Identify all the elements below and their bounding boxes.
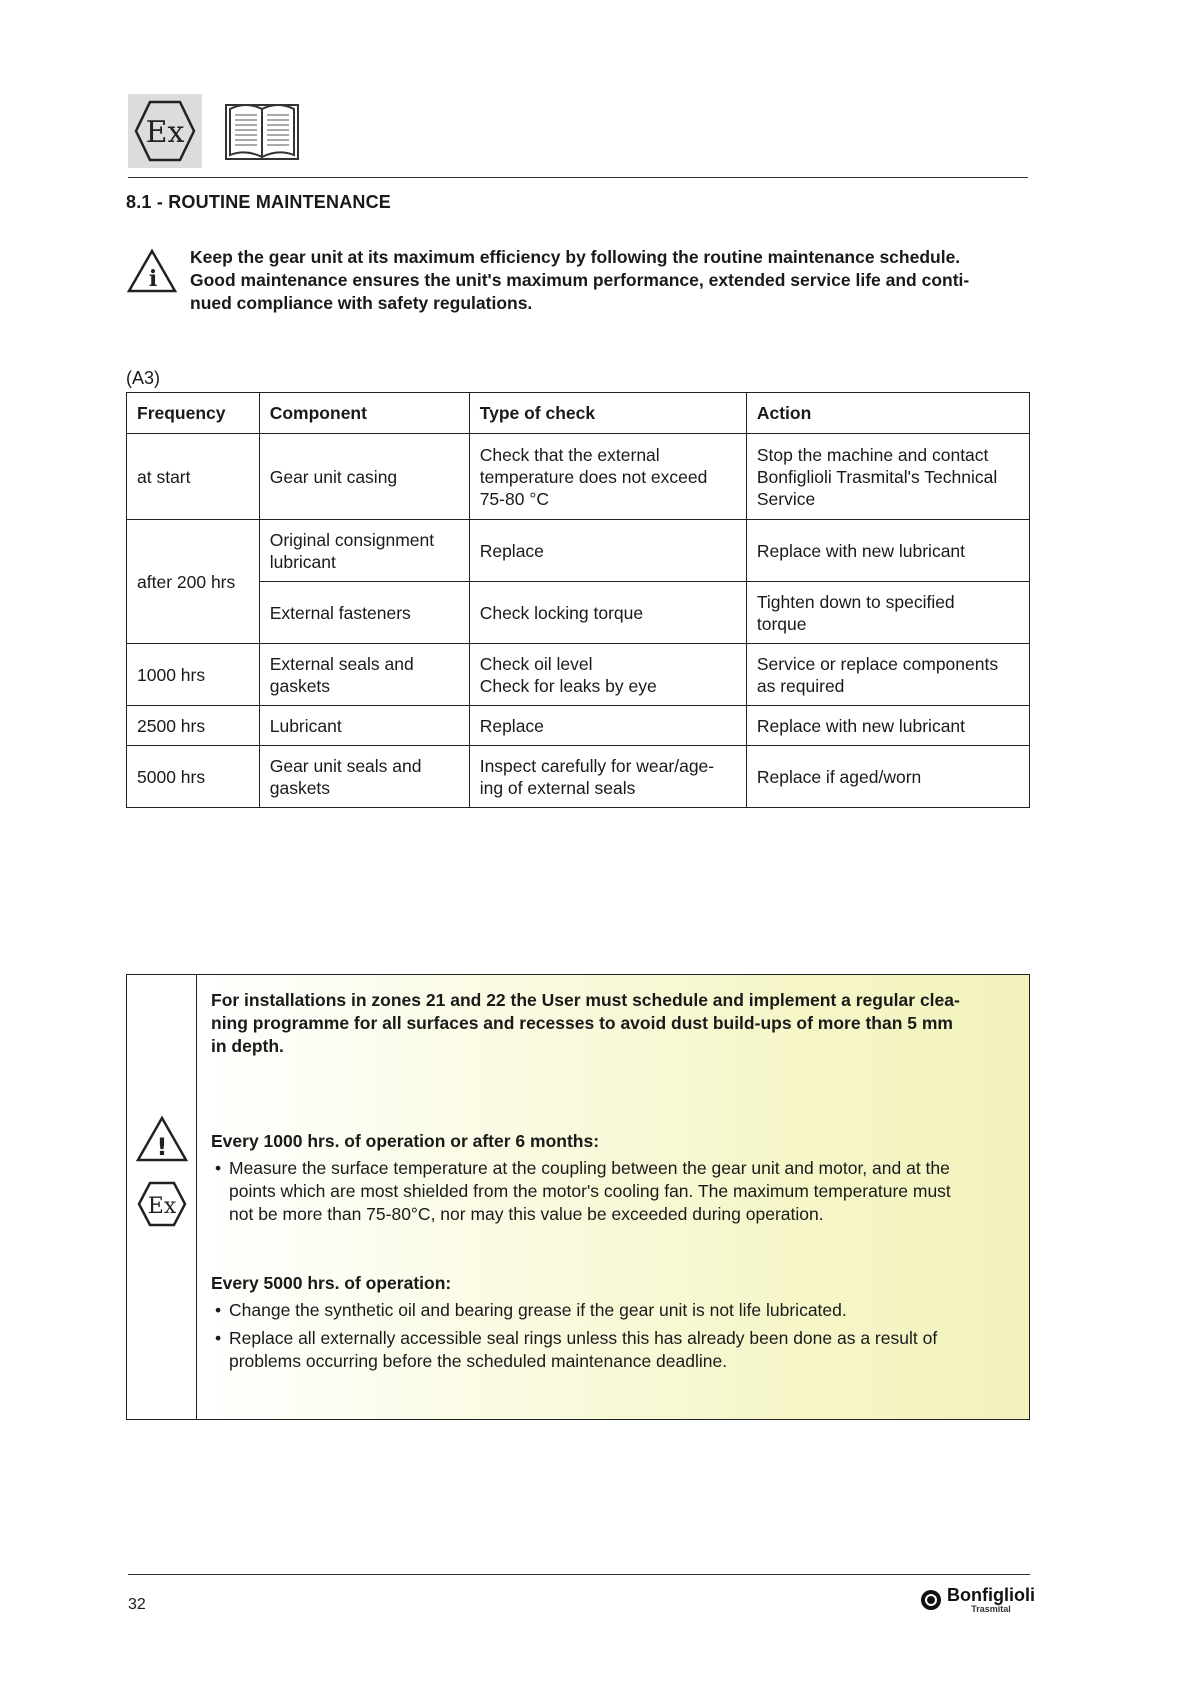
cell-frequency: 5000 hrs (127, 746, 260, 808)
cell-action: Replace with new lubricant (746, 520, 1029, 582)
header-component: Component (259, 393, 469, 434)
table-row (127, 520, 1030, 582)
notice-text (211, 989, 1021, 1378)
cell-component (259, 520, 469, 582)
cell-line: Service or replace components (756, 653, 999, 674)
brand-name: Bonfiglioli (947, 1585, 1035, 1605)
bullet-line: points which are most shielded from the motor's cooling fan. The maximum temperature must (229, 1181, 951, 1201)
maintenance-table (126, 392, 1030, 808)
header-rule (128, 177, 1028, 178)
cell-line: Tighten down to specified (756, 591, 955, 612)
notice-para-line: For installations in zones 21 and 22 the User must schedule and implement a regular clea- (211, 990, 960, 1010)
cell-line: Check oil level (479, 653, 593, 674)
cell-line: Original consignment (269, 529, 435, 550)
table-row (127, 706, 1030, 746)
ex-atex-icon (128, 94, 202, 168)
bullet-line: • Measure the surface temperature at the coupling between the gear unit and motor, and at the (229, 1158, 950, 1178)
cell-line: ing of external seals (479, 777, 636, 798)
cell-line: lubricant (269, 551, 336, 572)
cell-line: Service (756, 488, 816, 509)
svg-text:!: ! (156, 1133, 168, 1161)
svg-text:Ex: Ex (147, 1194, 177, 1219)
cell-frequency: at start (127, 434, 260, 520)
cell-line: torque (756, 613, 807, 634)
bullet-line: not be more than 75-80°C, nor may this value be exceeded during operation. (229, 1204, 824, 1224)
table-row (127, 644, 1030, 706)
notice-heading-1000: Every 1000 hrs. of operation or after 6 months: (211, 1131, 600, 1151)
cell-component: External fasteners (259, 582, 469, 644)
cell-line: Inspect carefully for wear/age- (479, 755, 715, 776)
cell-component: Gear unit casing (259, 434, 469, 520)
bullet-line: • Replace all externally accessible seal rings unless this has already been done as a result of (229, 1328, 938, 1348)
cell-frequency: 1000 hrs (127, 644, 260, 706)
cell-check: Check locking torque (469, 582, 746, 644)
header-icons (128, 94, 302, 168)
notice-heading-5000: Every 5000 hrs. of operation: (211, 1273, 452, 1293)
notice-list-5000 (211, 1299, 1021, 1373)
warning-icon (135, 1115, 189, 1163)
list-item (229, 1157, 1021, 1226)
cell-line: Stop the machine and contact (756, 444, 989, 465)
cell-check (469, 644, 746, 706)
cell-component (259, 746, 469, 808)
ex-atex-icon (135, 1179, 189, 1229)
cell-frequency: after 200 hrs (127, 520, 260, 644)
intro-line: nued compliance with safety regulations. (190, 293, 533, 313)
cell-line: Check for leaks by eye (479, 675, 657, 696)
brand-sub: Trasmital (971, 1604, 1011, 1614)
cell-component (259, 644, 469, 706)
notice-para-line: in depth. (211, 1036, 284, 1056)
cell-line: gaskets (269, 675, 331, 696)
cell-line: Bonfiglioli Trasmital's Technical (756, 466, 998, 487)
footer-rule (128, 1574, 1030, 1575)
page-number: 32 (128, 1596, 146, 1613)
notice-icon-column (127, 975, 197, 1419)
table-header-row (127, 393, 1030, 434)
cell-check: Replace (469, 706, 746, 746)
table-row (127, 434, 1030, 520)
cell-action (746, 434, 1029, 520)
cell-line: temperature does not exceed (479, 466, 708, 487)
cell-line: Gear unit seals and (269, 755, 422, 776)
cell-action (746, 644, 1029, 706)
bullet-line: • Change the synthetic oil and bearing grease if the gear unit is not life lubricated. (229, 1300, 847, 1320)
svg-text:i: i (148, 266, 158, 292)
list-item (229, 1327, 1021, 1373)
cell-line: 75-80 °C (479, 488, 549, 509)
svg-text:Ex: Ex (145, 115, 185, 150)
cell-action: Replace with new lubricant (746, 706, 1029, 746)
cell-line: External seals and (269, 653, 414, 674)
cell-frequency: 2500 hrs (127, 706, 260, 746)
cell-component: Lubricant (259, 706, 469, 746)
intro-line: Good maintenance ensures the unit's maximum performance, extended service life and conti- (190, 270, 970, 290)
cell-line: Check that the external (479, 444, 660, 465)
info-warning-icon (126, 248, 178, 299)
bullet-line: problems occurring before the scheduled maintenance deadline. (229, 1351, 728, 1371)
atex-notice-box (126, 974, 1030, 1420)
notice-body (197, 975, 1029, 1419)
table-row (127, 746, 1030, 808)
list-item (229, 1299, 1021, 1322)
brand-mark-icon (920, 1589, 942, 1611)
cell-check: Replace (469, 520, 746, 582)
section-title: 8.1 - ROUTINE MAINTENANCE (126, 192, 392, 212)
cell-check (469, 746, 746, 808)
brand-logo (920, 1586, 1035, 1614)
notice-para-line: ning programme for all surfaces and recesses to avoid dust build-ups of more than 5 mm (211, 1013, 953, 1033)
header-action: Action (746, 393, 1029, 434)
intro-text (190, 246, 1030, 315)
header-type-of-check: Type of check (469, 393, 746, 434)
cell-action: Replace if aged/worn (746, 746, 1029, 808)
header-frequency: Frequency (127, 393, 260, 434)
manual-book-icon (222, 94, 302, 168)
cell-check (469, 434, 746, 520)
table-label: (A3) (126, 368, 161, 388)
intro-line: Keep the gear unit at its maximum efficiency by following the routine maintenance schedule. (190, 247, 961, 267)
cell-line: as required (756, 675, 845, 696)
cell-action (746, 582, 1029, 644)
table-row (127, 582, 1030, 644)
cell-line: gaskets (269, 777, 331, 798)
notice-list-1000 (211, 1157, 1021, 1226)
